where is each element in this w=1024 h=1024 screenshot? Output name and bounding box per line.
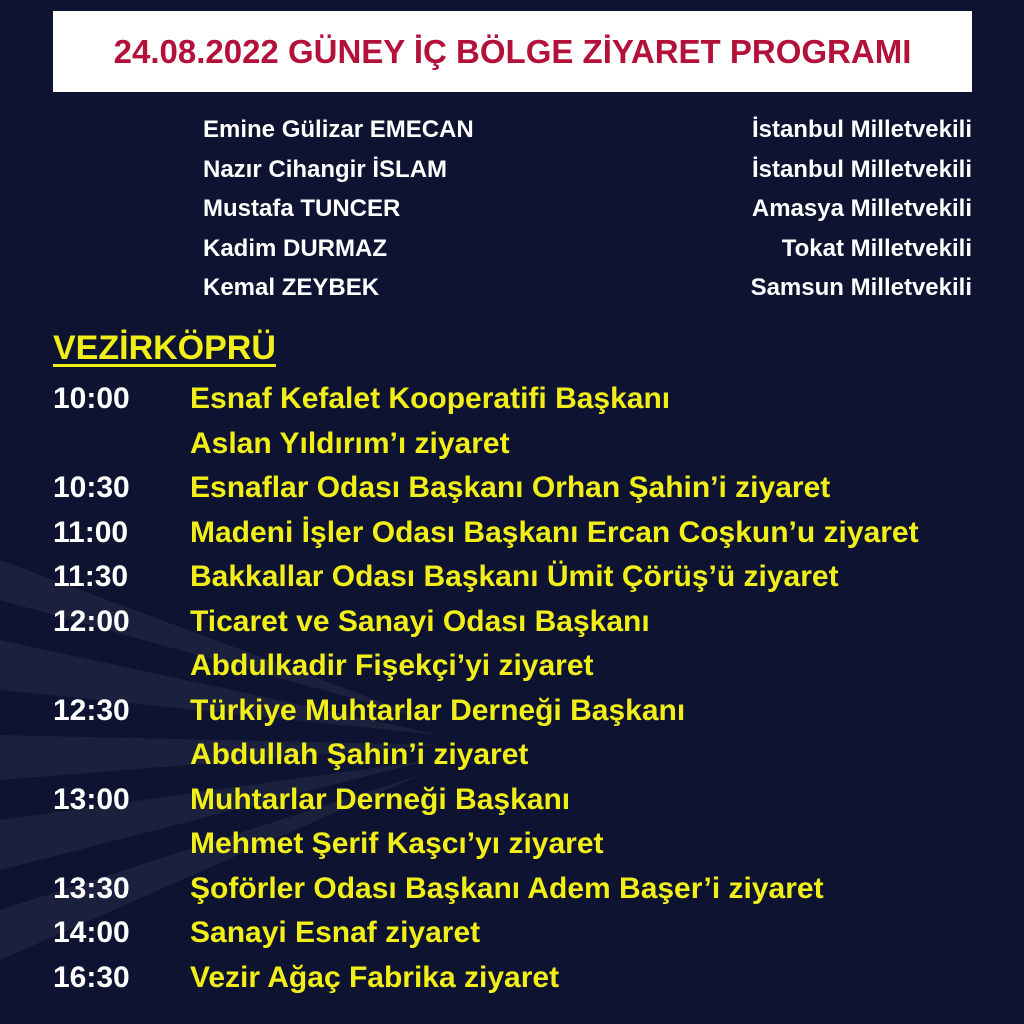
entry-description	[190, 555, 1013, 600]
entry-line: Abdullah Şahin’i ziyaret	[190, 738, 529, 771]
entry-line: Sanayi Esnaf ziyaret	[190, 916, 481, 949]
entry-line: Muhtarlar Derneği Başkanı	[190, 782, 571, 816]
program-title: 24.08.2022 GÜNEY İÇ BÖLGE ZİYARET PROGRAMI	[113, 32, 912, 70]
entry-description	[190, 466, 1013, 511]
section-heading-location: VEZİRKÖPRÜ	[53, 329, 276, 367]
entry-time: 11:30	[53, 560, 129, 593]
deputy-role: Amasya Milletvekili	[751, 195, 972, 222]
schedule-entry	[53, 511, 1013, 556]
schedule-entry	[53, 778, 1013, 867]
entry-line: Mehmet Şerif Kaşcı’yı ziyaret	[190, 827, 604, 860]
entry-description	[190, 511, 1013, 556]
entry-line: Esnaflar Odası Başkanı Orhan Şahin’i ziyaret	[190, 471, 831, 504]
entry-description	[190, 867, 1013, 912]
deputy-name: Kemal ZEYBEK	[203, 274, 380, 301]
entry-line: Türkiye Muhtarlar Derneği Başkanı	[190, 693, 686, 727]
schedule-entry	[53, 600, 1013, 689]
entry-time: 12:00	[53, 604, 130, 638]
entry-description	[190, 689, 1013, 778]
entry-line: Esnaf Kefalet Kooperatifi Başkanı	[190, 382, 671, 415]
deputy-name: Nazır Cihangir İSLAM	[203, 155, 448, 183]
deputy-role: İstanbul Milletvekili	[751, 116, 972, 143]
entry-line: Şoförler Odası Başkanı Adem Başer’i ziyaret	[190, 871, 824, 905]
deputy-row	[203, 192, 972, 232]
entry-time: 14:00	[53, 916, 130, 949]
deputy-name: Kadim DURMAZ	[203, 234, 387, 262]
entry-description	[190, 778, 1013, 867]
schedule-entry	[53, 466, 1013, 511]
entry-time: 13:30	[53, 871, 130, 905]
deputy-row	[203, 153, 972, 193]
deputy-name: Emine Gülizar EMECAN	[203, 116, 474, 143]
schedule-entry	[53, 956, 1013, 1001]
entry-line: Bakkallar Odası Başkanı Ümit Çörüş’ü ziyaret	[190, 560, 839, 593]
deputy-list	[203, 113, 972, 311]
schedule-entry	[53, 911, 1013, 956]
deputy-role: İstanbul Milletvekili	[751, 155, 972, 183]
deputy-role: Samsun Milletvekili	[750, 274, 972, 301]
entry-time: 11:00	[53, 515, 129, 549]
deputy-role: Tokat Milletvekili	[781, 234, 972, 262]
entry-line: Madeni İşler Odası Başkanı Ercan Coşkun’u ziyaret	[190, 515, 919, 549]
entry-time: 12:30	[53, 693, 130, 727]
entry-description	[190, 911, 1013, 956]
deputy-row	[203, 232, 972, 272]
entry-line: Abdulkadir Fişekçi’yi ziyaret	[190, 649, 594, 682]
entry-time: 10:00	[53, 382, 130, 415]
schedule-list	[53, 377, 1013, 1000]
title-banner	[53, 11, 972, 92]
entry-time: 16:30	[53, 960, 130, 994]
deputy-row	[203, 113, 972, 153]
schedule-entry	[53, 867, 1013, 912]
entry-description	[190, 600, 1013, 689]
deputy-row	[203, 271, 972, 311]
entry-time: 10:30	[53, 471, 130, 504]
entry-line: Aslan Yıldırım’ı ziyaret	[190, 426, 510, 460]
schedule-entry	[53, 377, 1013, 466]
schedule-entry	[53, 689, 1013, 778]
schedule-entry	[53, 555, 1013, 600]
deputy-name: Mustafa TUNCER	[203, 195, 401, 222]
entry-description	[190, 377, 1013, 466]
entry-line: Ticaret ve Sanayi Odası Başkanı	[190, 604, 650, 638]
entry-description	[190, 956, 1013, 1001]
entry-line: Vezir Ağaç Fabrika ziyaret	[190, 960, 560, 994]
entry-time: 13:00	[53, 782, 130, 816]
